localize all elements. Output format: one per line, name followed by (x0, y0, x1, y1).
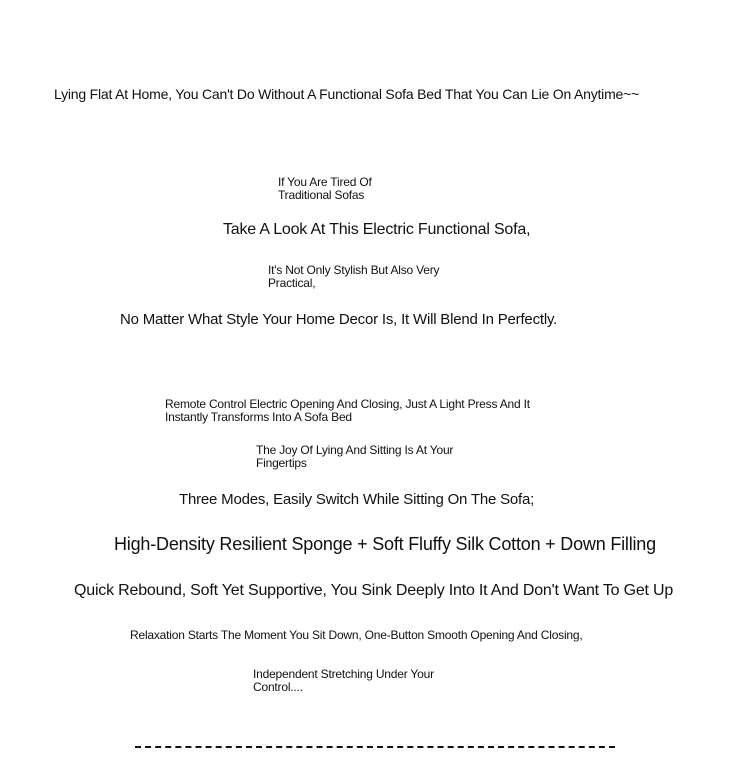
electric-sofa-line: Take A Look At This Electric Functional Sofa, (223, 221, 531, 238)
stylish-practical-line: It's Not Only Stylish But Also Very Practical, (268, 263, 440, 291)
fingertips-line: The Joy Of Lying And Sitting Is At Your Fingertips (256, 443, 454, 471)
stretching-line: Independent Stretching Under Your Control.... (253, 667, 434, 695)
quick-rebound-line: Quick Rebound, Soft Yet Supportive, You Sink Deeply Into It And Don't Want To Get Up (74, 582, 674, 599)
relaxation-line: Relaxation Starts The Moment You Sit Down, One-Button Smooth Opening And Closing, (130, 628, 583, 642)
tired-of-sofas-line: If You Are Tired Of Traditional Sofas (278, 175, 372, 203)
filling-line: High-Density Resilient Sponge + Soft Fluffy Silk Cotton + Down Filling (114, 534, 656, 554)
home-decor-line: No Matter What Style Your Home Decor Is, It Will Blend In Perfectly. (120, 311, 558, 328)
dashed-divider (135, 746, 615, 748)
remote-control-line: Remote Control Electric Opening And Closing, Just A Light Press And It Instantly Transforms Into A Sofa Bed (165, 397, 530, 425)
three-modes-line: Three Modes, Easily Switch While Sitting On The Sofa; (179, 491, 535, 508)
intro-line: Lying Flat At Home, You Can't Do Without A Functional Sofa Bed That You Can Lie On Anytime~~ (54, 86, 640, 102)
